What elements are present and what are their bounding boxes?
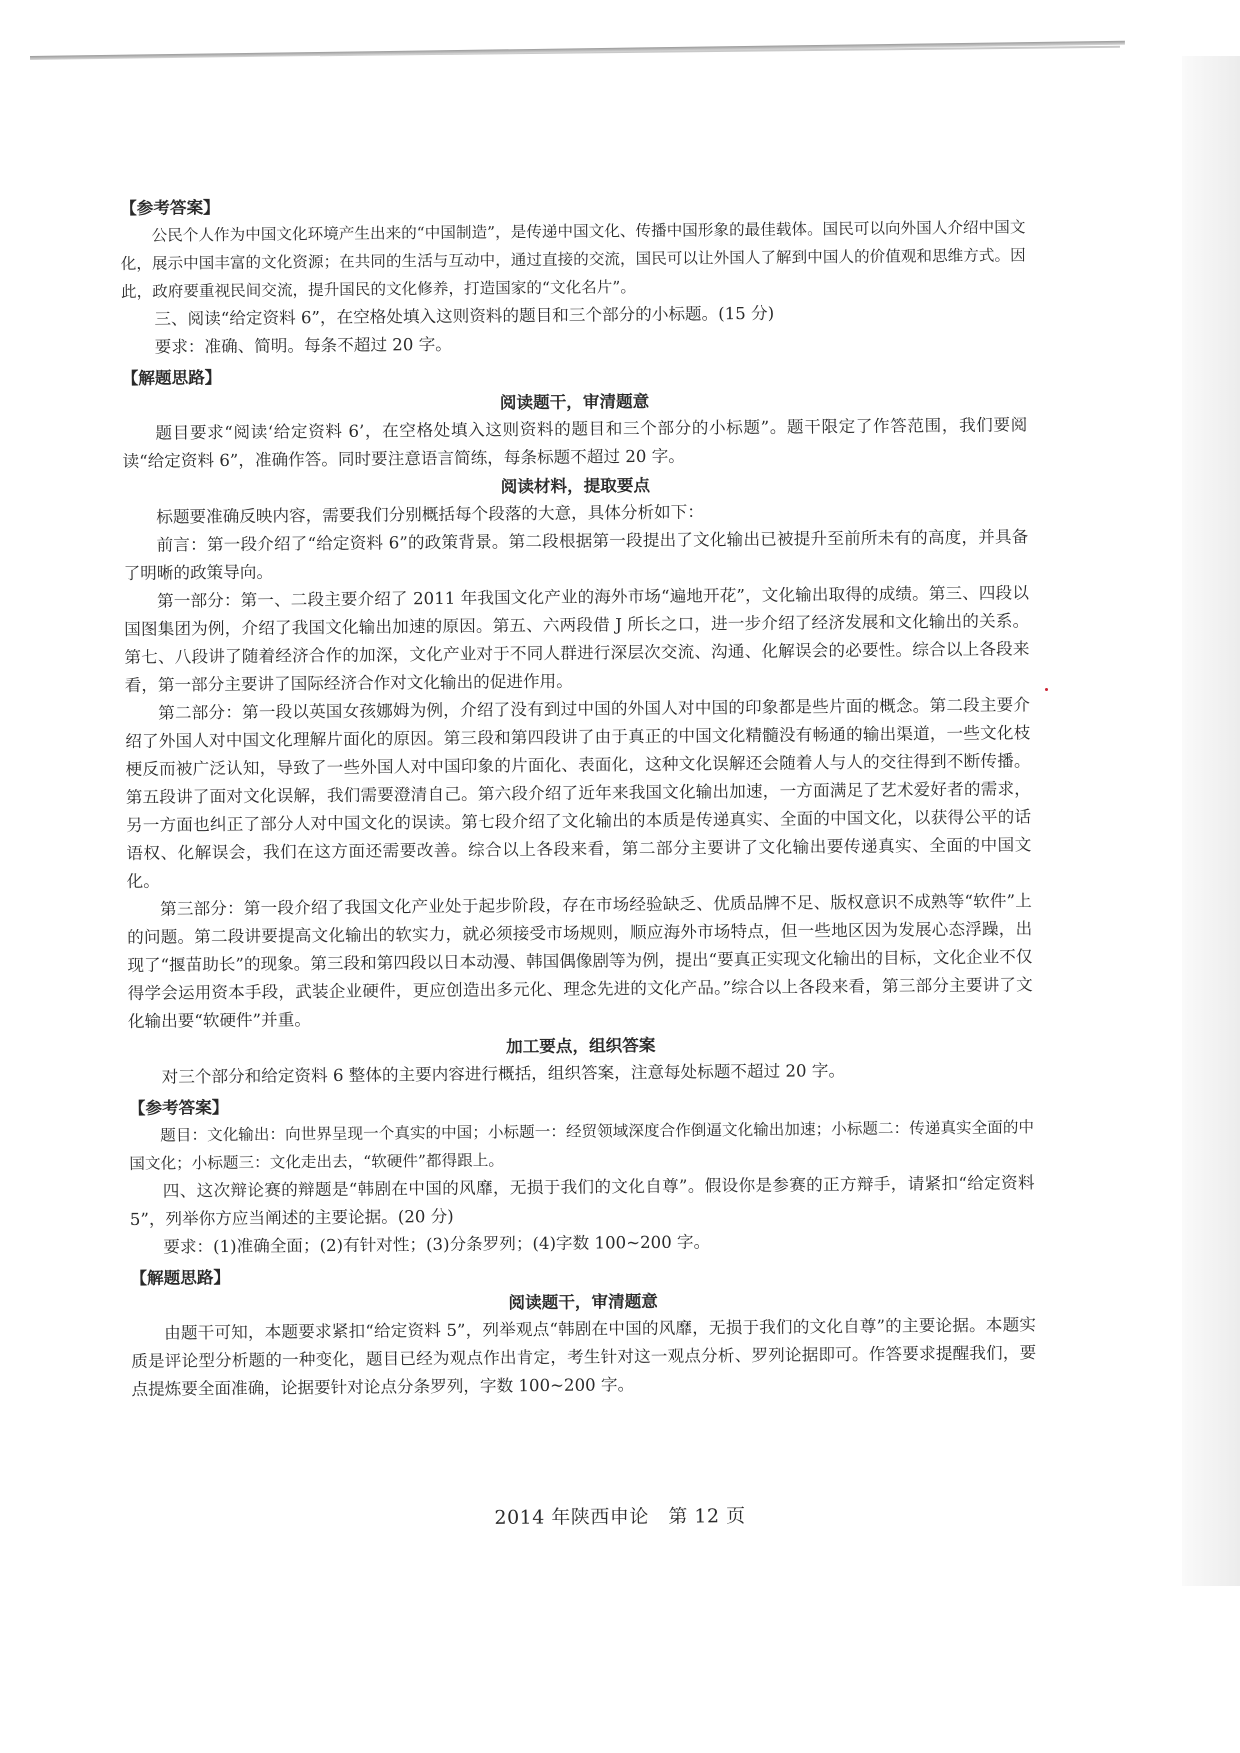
question-3-requirement: 要求：准确、简明。每条不超过 20 字。	[154, 334, 452, 357]
section-heading: 加工要点，组织答案	[505, 1034, 656, 1057]
document-body	[120, 183, 1037, 1404]
paragraph: 由题干可知，本题要求紧扣“给定资料 5”，列举观点“韩剧在中国的风靡，无损于我们的文化自尊”的主要论据。本题实质是评论型分析题的一种变化，题目已经为观点作出肯定，考生针对这一观点分析、罗列论据即可。作答要求提醒我们，要点提炼要全面准确，论据要针对论点分条罗列，字数 100~200 字。	[131, 1315, 1037, 1399]
paragraph: 第一部分：第一、二段主要介绍了 2011 年我国文化产业的海外市场“遍地开花”，文化输出取得的成绩。第三、四段以国图集团为例，介绍了我国文化输出加速的原因。第五、六两段借 J 所长之口，进一步介绍了经济发展和文化输出的关系。第七、八段讲了随着经济合作的加深，文化产业对于不同人群进行深层次交流、沟通、化解误会的必要性。综合以上各段来看，第一部分主要讲了国际经济合作对文化输出的促进作用。	[124, 583, 1030, 695]
paragraph: 第二部分：第一段以英国女孩娜姆为例，介绍了没有到过中国的外国人对中国的印象都是些片面的概念。第二段主要介绍了外国人对中国文化理解片面化的原因。第三段和第四段讲了由于真正的中国文化精髓没有畅通的输出渠道，一些文化枝梗反而被广泛认知，导致了一些外国人对中国印象的片面化、表面化，这种文化误解还会随着人与人的交往得到不断传播。第五段讲了面对文化误解，我们需要澄清自己。第六段介绍了近年来我国文化输出加速，一方面满足了艺术爱好者的需求，另一方面也纠正了部分人对中国文化的误读。第七段介绍了文化输出的本质是传递真实、全面的中国文化，以获得公平的话语权、化解误会，我们在这方面还需要改善。综合以上各段来看，第二部分主要讲了文化输出要传递真实、全面的中国文化。	[125, 695, 1032, 891]
scan-right-shadow	[1182, 56, 1240, 1586]
section-heading: 阅读材料，提取要点	[500, 474, 651, 497]
paragraph: 题目要求“阅读‘给定资料 6’，在空格处填入这则资料的题目和三个部分的小标题”。题干限定了作答范围，我们要阅读“给定资料 6”，准确作答。同时要注意语言简练，每条标题不超过 20 字。	[122, 415, 1028, 471]
answer-label: 【参考答案】	[120, 197, 220, 218]
page-footer: 2014 年陕西申论 第 12 页	[494, 1505, 746, 1529]
answer-label: 【参考答案】	[128, 1097, 229, 1118]
paragraph: 前言：第一段介绍了“给定资料 6”的政策背景。第二段根据第一段提出了文化输出已被提升至前所未有的高度，并具备了明晰的政策导向。	[123, 527, 1029, 583]
ink-speck	[1045, 688, 1048, 691]
answer-paragraph: 题目：文化输出：向世界呈现一个真实的中国；小标题一：经贸领域深度合作倒逼文化输出加速；小标题二：传递真实全面的中国文化；小标题三：文化走出去，“软硬件”都得跟上。	[129, 1118, 1035, 1173]
approach-label: 【解题思路】	[130, 1266, 231, 1288]
scan-top-edge	[30, 41, 1125, 60]
paragraph: 对三个部分和给定资料 6 整体的主要内容进行概括，组织答案，注意每处标题不超过 20 字。	[161, 1061, 846, 1087]
question-4: 四、这次辩论赛的辩题是“韩剧在中国的风靡，无损于我们的文化自尊”。假设你是参赛的正方辩手，请紧扣“给定资料 5”，列举你方应当阐述的主要论据。(20 分)	[129, 1173, 1035, 1229]
section-heading: 阅读题干，审清题意	[508, 1290, 658, 1313]
approach-label: 【解题思路】	[121, 367, 222, 388]
question-3: 三、阅读“给定资料 6”，在空格处填入这则资料的题目和三个部分的小标题。(15 分)	[154, 303, 775, 329]
answer-paragraph: 公民个人作为中国文化环境产生出来的“中国制造”，是传递中国文化、传播中国形象的最佳载体。国民可以向外国人介绍中国文化，展示中国丰富的文化资源；在共同的生活与互动中，通过直接的交流，国民可以让外国人了解到中国人的价值观和思维方式。因此，政府要重视民间交流，提升国民的文化修养，打造国家的“文化名片”。	[120, 218, 1026, 301]
paragraph: 标题要准确反映内容，需要我们分别概括每个段落的大意，具体分析如下：	[156, 502, 704, 527]
paragraph: 第三部分：第一段介绍了我国文化产业处于起步阶段，存在市场经验缺乏、优质品牌不足、版权意识不成熟等“软件”上的问题。第二段讲要提高文化输出的软实力，就必须接受市场规则，顺应海外市场特点，但一些地区因为发展心态浮躁，出现了“揠苗助长”的现象。第三段和第四段以日本动漫、韩国偶像剧等为例，提出“要真正实现文化输出的目标，文化企业不仅得学会运用资本手段，武装企业硬件，更应创造出多元化、理念先进的文化产品。”综合以上各段来看，第三部分主要讲了文化输出要“软硬件”并重。	[127, 891, 1033, 1031]
question-4-requirement: 要求：(1)准确全面；(2)有针对性；(3)分条罗列；(4)字数 100~200 字。	[163, 1232, 711, 1257]
section-heading: 阅读题干，审清题意	[499, 390, 650, 413]
